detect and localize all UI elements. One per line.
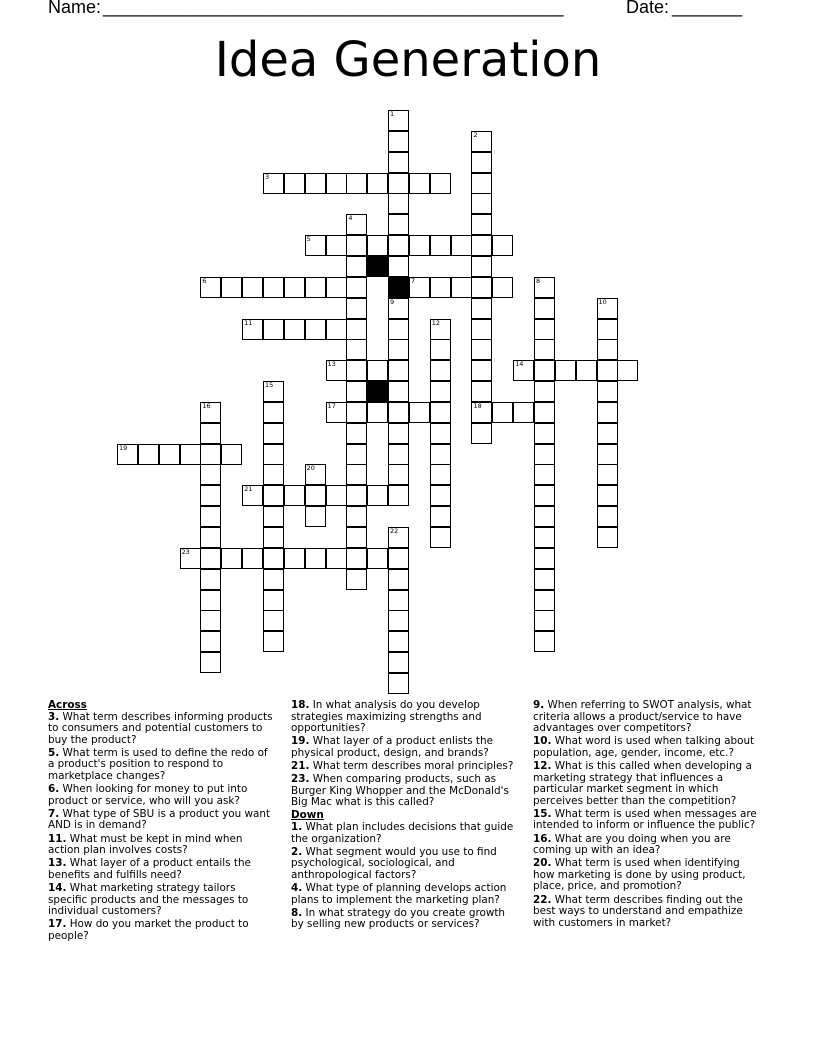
grid-cell[interactable] [492,235,513,256]
grid-cell[interactable] [534,506,555,527]
grid-cell[interactable] [388,214,409,235]
grid-cell[interactable] [305,235,326,256]
grid-cell[interactable] [305,319,326,340]
clue-item [533,736,761,759]
grid-cell[interactable] [388,319,409,340]
grid-cell[interactable] [471,235,492,256]
grid-cell[interactable] [430,277,451,298]
grid-cell[interactable] [388,360,409,381]
grid-cell[interactable] [305,173,326,194]
grid-cell[interactable] [200,423,221,444]
grid-cell[interactable] [326,485,347,506]
grid-cell[interactable] [534,360,555,381]
clue-number-label: 16 [202,401,211,410]
clue-number: 14. [48,881,67,894]
grid-block-cell [388,277,409,298]
clue-number-label: 9 [390,297,395,306]
name-blank[interactable]: ______________________________________________ [103,0,564,17]
grid-cell[interactable] [326,235,347,256]
grid-cell[interactable] [451,235,472,256]
clue-number-label: 1 [390,110,395,118]
clue-number-label: 12 [431,318,441,327]
grid-cell[interactable] [305,464,326,485]
grid-cell[interactable] [534,298,555,319]
grid-cell[interactable] [305,485,326,506]
section-heading: Down [291,809,324,822]
grid-cell[interactable] [597,381,618,402]
grid-cell[interactable] [346,277,367,298]
clue-number-label: 14 [515,360,524,369]
grid-cell[interactable] [534,569,555,590]
grid-cell[interactable] [263,485,284,506]
grid-cell[interactable] [534,402,555,423]
grid-cell[interactable] [200,590,221,611]
clue-item [48,919,276,942]
grid-cell[interactable] [471,423,492,444]
grid-cell[interactable] [409,173,430,194]
grid-cell[interactable] [326,173,347,194]
clue-number-label: 2 [473,130,478,139]
clue-number: 18. [291,699,310,711]
clue-number: 5. [48,746,60,759]
grid-cell[interactable] [388,131,409,152]
grid-cell[interactable] [430,444,451,465]
grid-cell[interactable] [534,277,555,298]
grid-cell[interactable] [388,485,409,506]
grid-cell[interactable] [597,402,618,423]
grid-cell[interactable] [513,402,534,423]
grid-cell[interactable] [576,360,597,381]
grid-cell[interactable] [346,464,367,485]
grid-cell[interactable] [367,485,388,506]
clue-number-label: 10 [598,297,607,306]
clue-text: What term is used when identifying how marketing is done by using product, place, price, and promotion? [533,857,746,893]
grid-cell[interactable] [534,590,555,611]
grid-cell[interactable] [326,319,347,340]
grid-cell[interactable] [200,464,221,485]
grid-cell[interactable] [409,277,430,298]
grid-cell[interactable] [430,506,451,527]
clue-item [48,809,276,832]
grid-cell[interactable] [388,569,409,590]
clue-text: What are you doing when you are coming up with an idea? [533,832,731,857]
clue-number-label: 21 [244,485,253,494]
grid-cell[interactable] [284,548,305,569]
clue-column-1 [48,700,276,944]
grid-cell[interactable] [200,506,221,527]
clue-text: What term is used when messages are intended to inform or influence the public? [533,807,757,832]
grid-cell[interactable] [471,381,492,402]
grid-cell[interactable] [597,506,618,527]
grid-cell[interactable] [388,590,409,611]
grid-cell[interactable] [388,444,409,465]
grid-cell[interactable] [326,548,347,569]
grid-cell[interactable] [388,548,409,569]
grid-cell[interactable] [346,214,367,235]
grid-cell[interactable] [263,319,284,340]
clue-text: What marketing strategy tailors specific products and the messages to individual customers? [48,881,249,918]
grid-cell[interactable] [388,464,409,485]
clue-text: How do you market the product to people? [48,918,249,942]
clue-item [48,834,276,857]
clue-number: 17. [48,918,67,931]
grid-cell[interactable] [263,464,284,485]
grid-cell[interactable] [200,402,221,423]
grid-cell[interactable] [346,173,367,194]
clue-number: 7. [48,807,60,820]
grid-block-cell [367,381,388,402]
grid-cell[interactable] [242,319,263,340]
date-label: Date: [626,0,670,17]
clue-number: 16. [533,832,552,845]
clue-item [291,761,519,773]
grid-cell[interactable] [534,423,555,444]
clue-number-label: 19 [119,443,128,452]
grid-cell[interactable] [430,173,451,194]
grid-cell[interactable] [200,548,221,569]
grid-cell[interactable] [492,402,513,423]
grid-cell[interactable] [388,610,409,631]
grid-cell[interactable] [534,319,555,340]
grid-cell[interactable] [597,298,618,319]
clue-number-label: 18 [473,401,482,410]
grid-cell[interactable] [326,402,347,423]
clue-number-label: 7 [410,276,416,285]
grid-cell[interactable] [388,527,409,548]
grid-cell[interactable] [388,652,409,673]
grid-cell[interactable] [534,381,555,402]
clue-number-label: 17 [327,401,336,410]
grid-cell[interactable] [200,444,221,465]
grid-cell[interactable] [326,360,347,381]
clue-number-label: 22 [390,527,399,535]
grid-cell[interactable] [180,444,201,465]
clue-item [291,908,519,931]
grid-cell[interactable] [471,298,492,319]
grid-cell[interactable] [367,173,388,194]
grid-cell[interactable] [471,339,492,360]
grid-cell[interactable] [597,485,618,506]
grid-cell[interactable] [534,631,555,652]
clue-text: What term describes finding out the best ways to understand and empathize with customers in market? [533,893,743,929]
clue-number: 22. [533,893,552,906]
page-title: Idea Generation [214,32,602,88]
grid-cell[interactable] [200,569,221,590]
clue-number-label: 4 [348,214,353,223]
grid-block-cell [367,256,388,277]
clue-item [291,774,519,809]
grid-cell[interactable] [597,527,618,548]
grid-cell[interactable] [430,402,451,423]
grid-cell[interactable] [346,444,367,465]
grid-cell[interactable] [263,423,284,444]
clue-number-label: 5 [306,235,311,244]
clue-text: What term describes informing products to consumers and potential customers to buy the product? [48,710,273,746]
grid-cell[interactable] [471,256,492,277]
grid-cell[interactable] [597,319,618,340]
grid-cell[interactable] [346,360,367,381]
grid-cell[interactable] [534,527,555,548]
clue-number: 6. [48,783,60,796]
clue-item [533,700,761,735]
grid-cell[interactable] [534,485,555,506]
grid-cell[interactable] [388,402,409,423]
grid-cell[interactable] [242,485,263,506]
clue-text: What layer of a product entails the benefits and fulfills need? [48,857,251,881]
clue-item [48,784,276,807]
name-label: Name: [48,0,102,17]
grid-cell[interactable] [346,298,367,319]
grid-cell[interactable] [367,402,388,423]
grid-cell[interactable] [471,152,492,173]
grid-cell[interactable] [326,277,347,298]
grid-cell[interactable] [346,506,367,527]
grid-cell[interactable] [263,569,284,590]
grid-cell[interactable] [597,423,618,444]
grid-cell[interactable] [200,631,221,652]
grid-cell[interactable] [263,381,284,402]
grid-cell[interactable] [617,360,638,381]
grid-cell[interactable] [346,235,367,256]
grid-cell[interactable] [367,548,388,569]
grid-cell[interactable] [346,548,367,569]
grid-cell[interactable] [430,423,451,444]
grid-cell[interactable] [263,590,284,611]
clue-text: What layer of a product enlists the physical product, design, and brands? [291,735,493,759]
grid-cell[interactable] [597,444,618,465]
clue-number: 19. [291,735,310,748]
grid-cell[interactable] [388,235,409,256]
grid-cell[interactable] [388,256,409,277]
grid-cell[interactable] [534,339,555,360]
grid-cell[interactable] [471,402,492,423]
grid-cell[interactable] [388,673,409,694]
clue-item [48,883,276,918]
grid-cell[interactable] [263,402,284,423]
clue-item [533,809,761,832]
grid-cell[interactable] [221,548,242,569]
grid-cell[interactable] [471,173,492,194]
grid-cell[interactable] [346,256,367,277]
clue-text: When referring to SWOT analysis, what criteria allows a product/service to have advantages over competitors? [533,699,752,735]
grid-cell[interactable] [346,527,367,548]
date-blank[interactable]: _______ [672,0,743,17]
clue-item [291,736,519,759]
grid-cell[interactable] [200,652,221,673]
clue-item [533,895,761,930]
grid-cell[interactable] [430,319,451,340]
grid-cell[interactable] [513,360,534,381]
clue-number: 4. [291,881,303,894]
clue-number-label: 13 [327,360,336,369]
grid-cell[interactable] [346,339,367,360]
grid-cell[interactable] [430,464,451,485]
clue-text: In what strategy do you create growth by selling new products or services? [291,906,506,931]
grid-cell[interactable] [430,360,451,381]
clue-text: What term is used to define the redo of a product's position to respond to marketplace changes? [48,746,268,783]
clue-text: What plan includes decisions that guide the organization? [291,820,514,845]
clue-number: 20. [533,857,552,870]
clue-text: What is this called when developing a marketing strategy that influences a particular market segment in which perceives better than the competition? [533,759,752,807]
clue-column-2 [291,700,519,932]
grid-cell[interactable] [346,381,367,402]
clue-number: 2. [291,845,303,858]
grid-cell[interactable] [388,193,409,214]
grid-cell[interactable] [388,339,409,360]
grid-cell[interactable] [159,444,180,465]
grid-cell[interactable] [200,277,221,298]
clue-item [291,883,519,906]
grid-cell[interactable] [430,235,451,256]
grid-cell[interactable] [597,464,618,485]
grid-cell[interactable] [284,277,305,298]
clue-number: 3. [48,710,60,723]
grid-cell[interactable] [242,548,263,569]
clue-text: When comparing products, such as Burger King Whopper and the McDonald's Big Mac what is this called? [291,773,509,809]
clue-text: What type of planning develops action plans to implement the marketing plan? [291,881,507,906]
grid-cell[interactable] [284,485,305,506]
clue-item [48,748,276,783]
clue-text: In what analysis do you develop strategies maximizing strengths and opportunities? [291,699,482,735]
clue-number: 12. [533,759,552,772]
grid-cell[interactable] [138,444,159,465]
grid-cell[interactable] [388,631,409,652]
grid-cell[interactable] [305,548,326,569]
clue-item [48,858,276,881]
grid-cell[interactable] [180,548,201,569]
grid-cell[interactable] [388,423,409,444]
grid-cell[interactable] [430,381,451,402]
grid-cell[interactable] [346,485,367,506]
grid-cell[interactable] [534,464,555,485]
section-heading: Across [48,699,87,711]
clue-number-label: 3 [264,172,270,181]
clue-column-3 [533,700,761,931]
clue-number: 9. [533,699,545,711]
clue-item [533,834,761,857]
grid-cell[interactable] [597,339,618,360]
grid-cell[interactable] [388,298,409,319]
grid-cell[interactable] [200,485,221,506]
grid-cell[interactable] [409,402,430,423]
grid-cell[interactable] [346,423,367,444]
grid-cell[interactable] [263,631,284,652]
grid-cell[interactable] [221,277,242,298]
clue-item [291,822,519,845]
clue-text: What term describes moral principles? [312,759,514,772]
grid-cell[interactable] [388,152,409,173]
grid-cell[interactable] [263,527,284,548]
grid-cell[interactable] [263,173,284,194]
grid-cell[interactable] [430,485,451,506]
grid-cell[interactable] [471,193,492,214]
grid-cell[interactable] [242,277,263,298]
grid-cell[interactable] [346,569,367,590]
grid-cell[interactable] [430,527,451,548]
grid-cell[interactable] [346,402,367,423]
grid-cell[interactable] [555,360,576,381]
grid-cell[interactable] [471,277,492,298]
grid-cell[interactable] [367,360,388,381]
grid-cell[interactable] [471,131,492,152]
grid-cell[interactable] [221,444,242,465]
grid-cell[interactable] [263,506,284,527]
grid-cell[interactable] [534,548,555,569]
clue-text: When looking for money to put into product or service, who will you ask? [48,783,248,807]
grid-cell[interactable] [346,319,367,340]
clue-item [291,700,519,735]
clue-number-label: 6 [202,276,207,285]
clue-item [533,761,761,807]
clue-number: 10. [533,735,552,748]
grid-cell[interactable] [471,319,492,340]
grid-cell[interactable] [263,277,284,298]
clue-number: 11. [48,832,67,845]
grid-cell[interactable] [117,444,138,465]
clue-number: 23. [291,773,310,786]
grid-cell[interactable] [471,214,492,235]
clue-number: 15. [533,807,552,820]
clue-number-label: 20 [306,464,315,473]
grid-cell[interactable] [430,339,451,360]
clue-item [291,847,519,882]
clue-number-label: 23 [181,547,190,556]
grid-cell[interactable] [305,506,326,527]
clue-number-label: 11 [244,318,253,327]
clue-text: What word is used when talking about population, age, gender, income, etc.? [533,735,755,759]
grid-cell[interactable] [409,235,430,256]
grid-cell[interactable] [388,173,409,194]
grid-cell[interactable] [471,360,492,381]
grid-cell[interactable] [534,610,555,631]
clue-number: 13. [48,857,67,870]
clue-text: What type of SBU is a product you want AND is in demand? [48,807,271,832]
grid-cell[interactable] [597,360,618,381]
grid-cell[interactable] [284,319,305,340]
grid-cell[interactable] [367,235,388,256]
grid-cell[interactable] [305,277,326,298]
clue-text: What segment would you use to find psychological, sociological, and anthropological factors? [291,845,497,881]
clue-number: 8. [291,906,303,919]
grid-cell[interactable] [200,610,221,631]
grid-cell[interactable] [263,444,284,465]
grid-cell[interactable] [200,527,221,548]
grid-cell[interactable] [388,381,409,402]
clue-text: What must be kept in mind when action plan involves costs? [48,832,243,857]
grid-cell[interactable] [388,110,409,131]
clue-number-label: 8 [536,276,541,285]
clue-number: 1. [291,820,303,833]
grid-cell[interactable] [263,548,284,569]
grid-cell[interactable] [263,610,284,631]
grid-cell[interactable] [451,277,472,298]
grid-cell[interactable] [284,173,305,194]
clue-item [533,858,761,893]
clue-number: 21. [291,759,310,772]
grid-cell[interactable] [492,277,513,298]
clue-item [48,712,276,747]
clue-number-label: 15 [264,381,274,390]
grid-cell[interactable] [534,444,555,465]
